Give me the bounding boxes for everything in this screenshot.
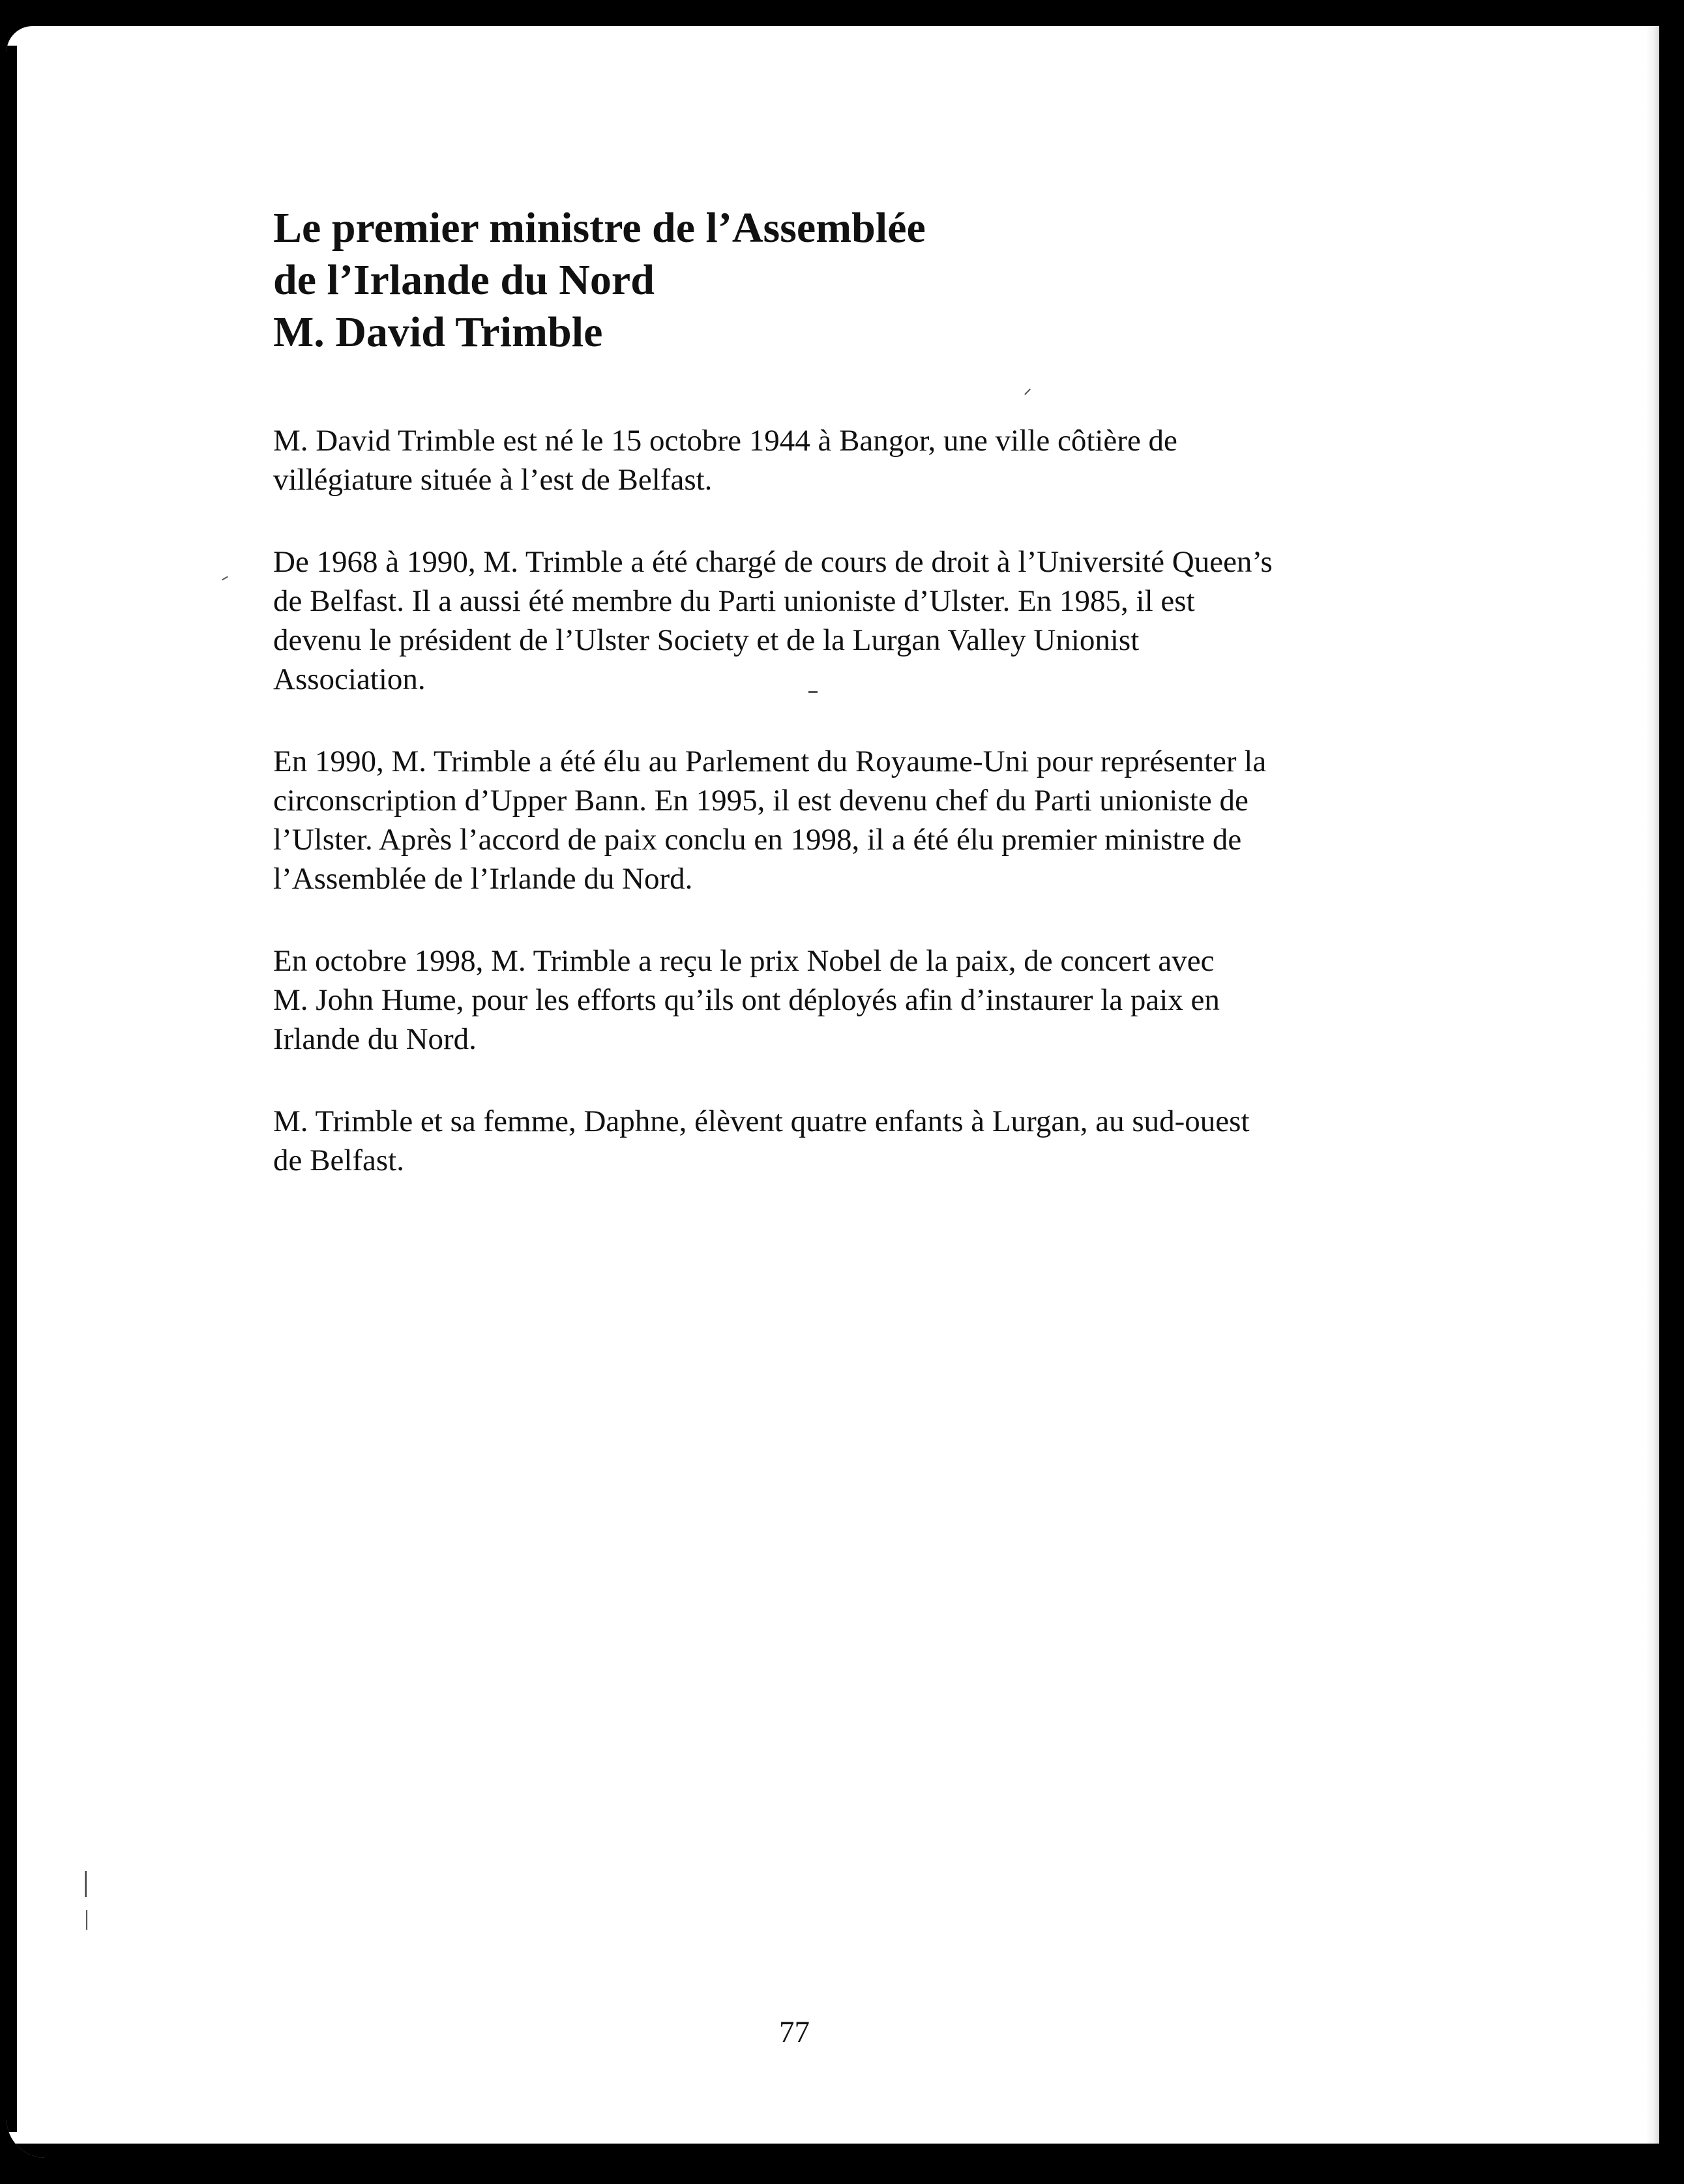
paragraph-parliament: En 1990, M. Trimble a été élu au Parlement du Royaume-Uni pour représenter la circonscription d’Upper Bann. En 1995, il est devenu chef du Parti unioniste de l’Ulster. Après l’accord de paix conclu en 1998, il a été élu premier ministre de l’Assemblée de l’Irlande du Nord. (273, 745, 1267, 896)
page-number: 77 (779, 2015, 810, 2049)
paragraph-birth: M. David Trimble est né le 15 octobre 1944 à Bangor, une ville côtière de villégiature située à l’est de Belfast. (273, 424, 1177, 497)
page-title (273, 202, 1388, 359)
scan-right-edge (1646, 26, 1659, 2158)
title-line: Le premier ministre de l’Assemblée (273, 204, 926, 252)
scan-speck (222, 576, 228, 581)
paragraph-family: M. Trimble et sa femme, Daphne, élèvent quatre enfants à Lurgan, au sud-ouest de Belfast. (273, 1104, 1250, 1177)
scan-speck (85, 1871, 87, 1897)
title-line: M. David Trimble (273, 308, 603, 356)
title-line: de l’Irlande du Nord (273, 256, 655, 304)
scan-left-edge (7, 46, 17, 2132)
paragraph-nobel: En octobre 1998, M. Trimble a reçu le prix Nobel de la paix, de concert avec M. John Hume, pour les efforts qu’ils ont déployés afin d’instaurer la paix en Irlande du Nord. (273, 944, 1220, 1056)
scanned-page (7, 26, 1659, 2158)
scan-speck (86, 1910, 87, 1930)
scan-bottom-edge (7, 2144, 1659, 2158)
paragraph-career: De 1968 à 1990, M. Trimble a été chargé de cours de droit à l’Université Queen’s de Belfast. Il a aussi été membre du Parti unioniste d’Ulster. En 1985, il est devenu le président de l’Ulster Society et de la Lurgan Valley Unionist Association. (273, 545, 1273, 696)
document-body (273, 202, 1388, 1223)
